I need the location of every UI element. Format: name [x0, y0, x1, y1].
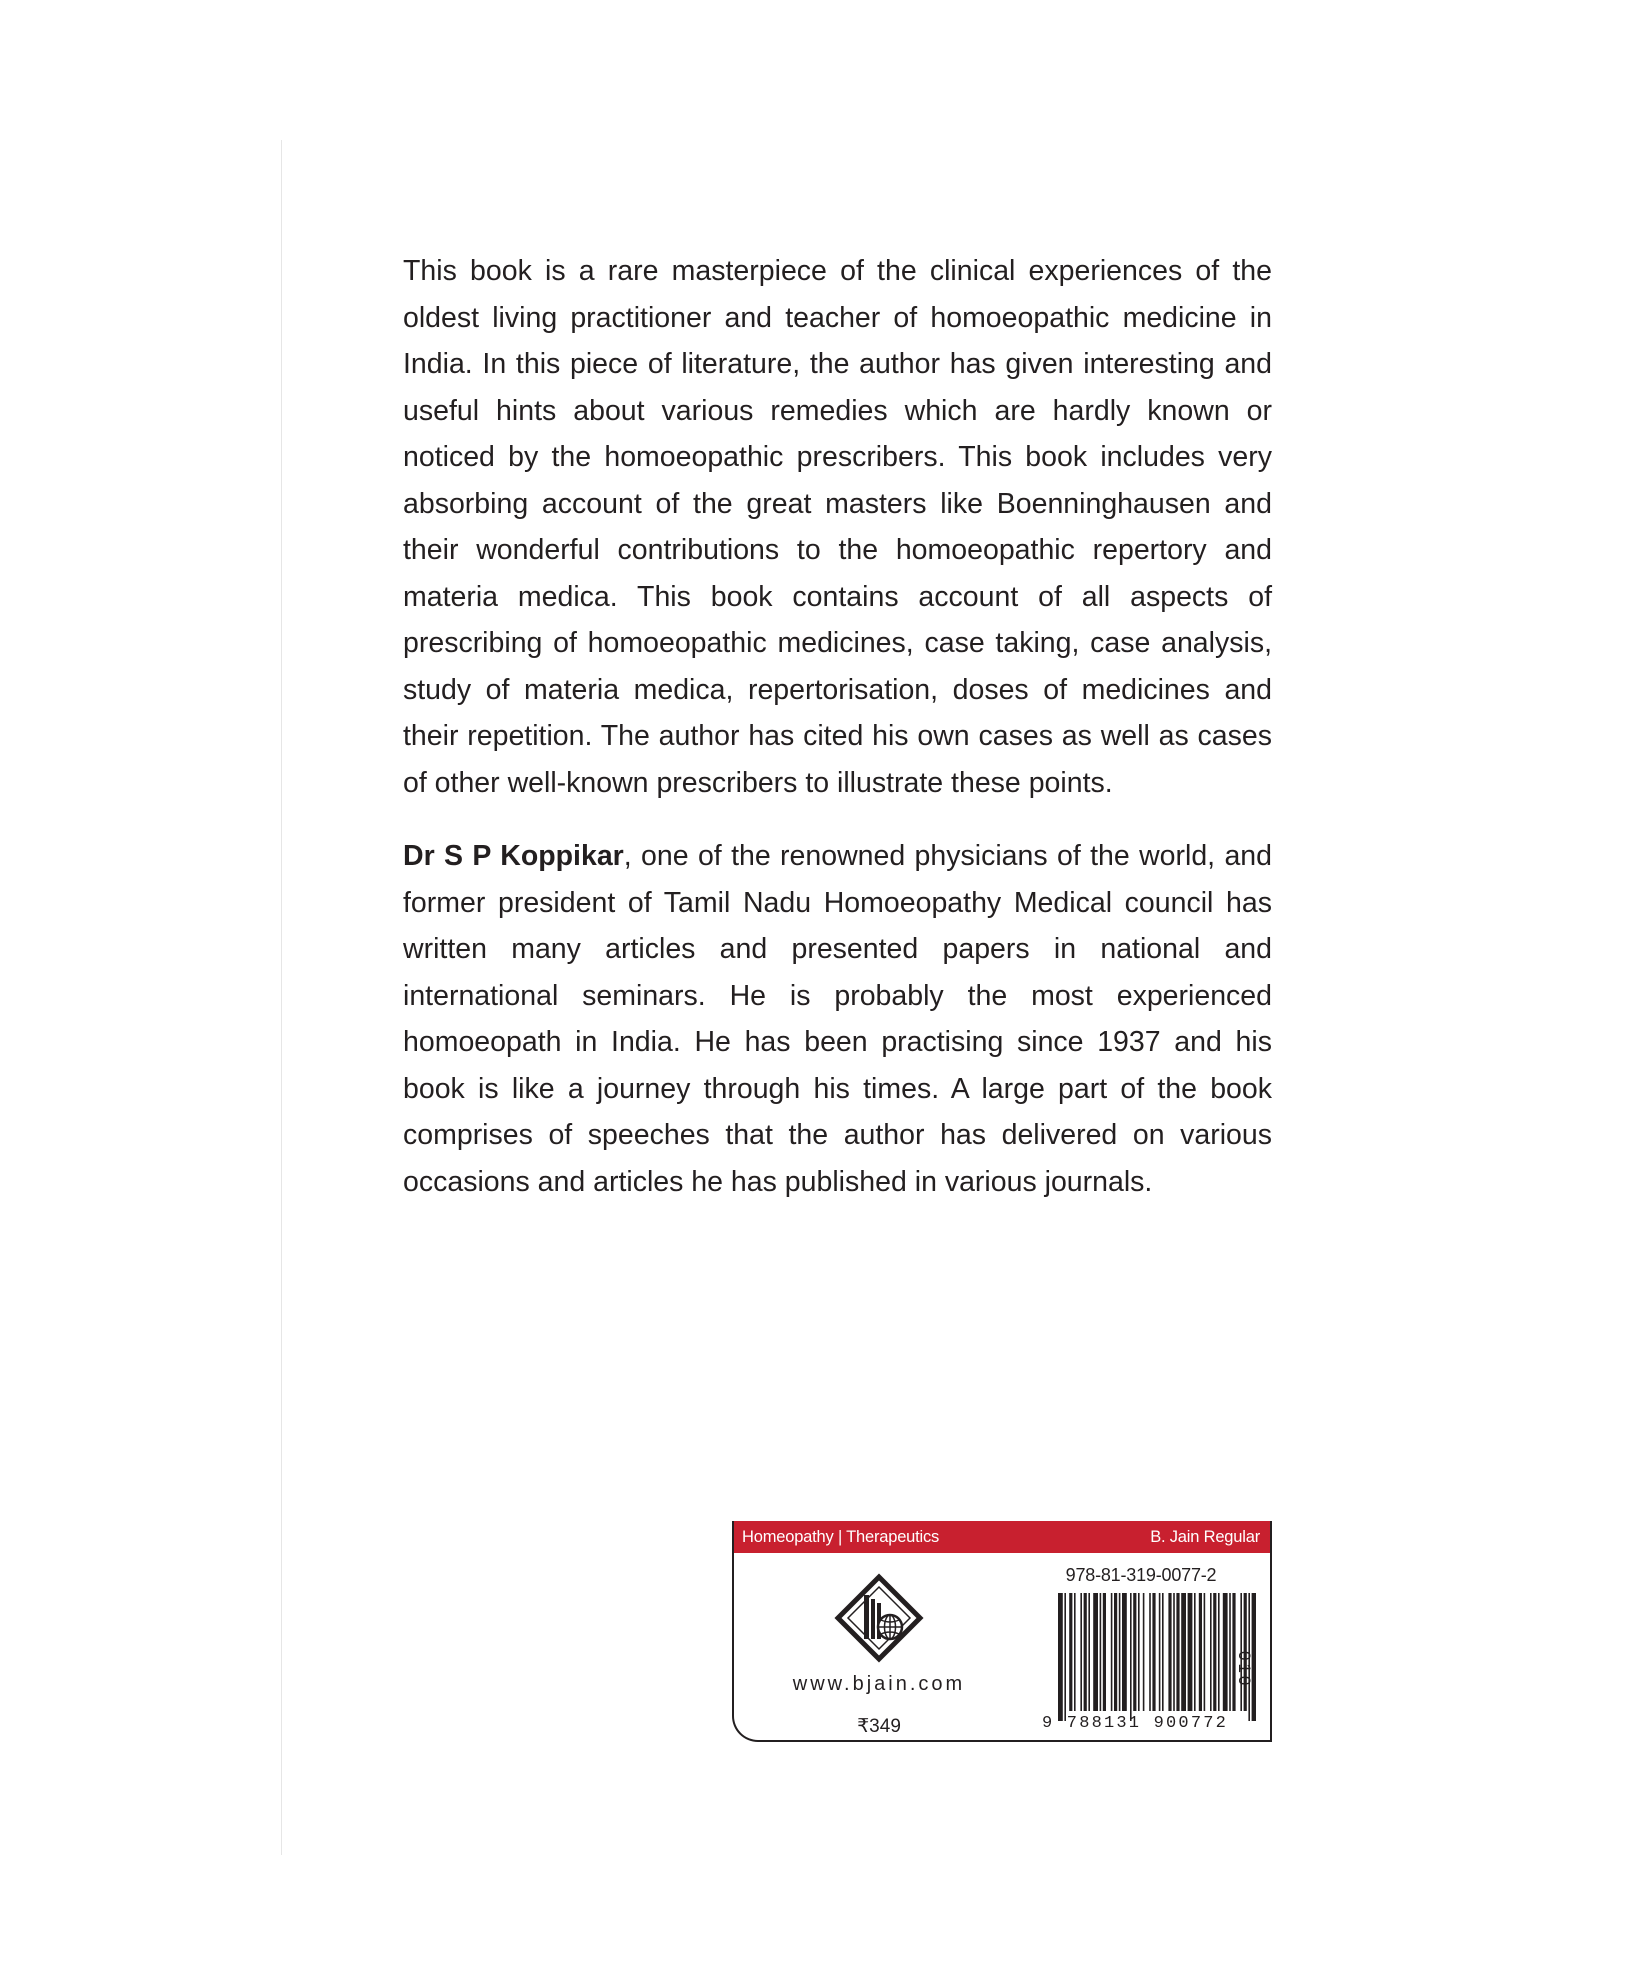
barcode-bar: [1130, 1593, 1132, 1721]
barcode-bar: [1100, 1593, 1102, 1711]
barcode-bar: [1223, 1593, 1228, 1711]
barcode-bar: [1194, 1593, 1196, 1711]
barcode-bar: [1074, 1593, 1076, 1711]
barcode-bar: [1138, 1593, 1140, 1711]
barcode-bar: [1213, 1593, 1216, 1711]
barcode-bar: [1122, 1593, 1127, 1711]
barcode-bar: [1088, 1593, 1090, 1711]
barcode-digits: 9 788131 900772: [1042, 1714, 1229, 1733]
spine-fold-line: [281, 140, 282, 1855]
publisher-logo-area: [734, 1553, 1024, 1740]
blurb-paragraph-1: This book is a rare masterpiece of the clinical experiences of the oldest living practitioner and teacher of homoeopathic medicine in India. In this piece of literature, the author has given interesting and useful hints about various remedies which are hardly known or noticed by the homoeopathic prescribers. This book includes very absorbing account of the great masters like Boenninghausen and their wonderful contributions to the homoeopathic repertory and materia medica. This book contains account of all aspects of prescribing of homoeopathic medicines, case taking, case analysis, study of materia medica, repertorisation, doses of medicines and their repetition. The author has cited his own cases as well as cases of other well-known prescribers to illustrate these points.: [403, 255, 1272, 799]
barcode-bar: [1159, 1593, 1161, 1711]
barcode-bar: [1143, 1593, 1145, 1711]
author-bio: , one of the renowned physicians of the world, and former president of Tamil Nadu Homoeopathy Medical council has written many articles and presented papers in national and international seminars. He is probably the most experienced homoeopath in India. He has been practising since 1937 and his book is like a journey through his times. A large part of the book comprises of speeches that the author has delivered on various occasions and articles he has published in various journals.: [403, 840, 1273, 1198]
barcode-bar: [1119, 1593, 1121, 1711]
series-label: B. Jain Regular: [1150, 1527, 1260, 1546]
barcode-bar: [1080, 1593, 1082, 1711]
barcode-bar: [1181, 1593, 1186, 1711]
isbn-barcode: [1056, 1593, 1256, 1723]
barcode-bar: [1111, 1593, 1113, 1711]
addon-code: 010: [1235, 1651, 1254, 1689]
barcode-bar: [1204, 1593, 1206, 1711]
barcode-bar: [1162, 1593, 1164, 1711]
barcode-bar: [1199, 1593, 1202, 1711]
barcode-bar: [1229, 1593, 1231, 1711]
barcode-bar: [1218, 1593, 1220, 1711]
barcode-bar: [1093, 1593, 1098, 1711]
barcode-bar: [1064, 1593, 1066, 1721]
barcode-panel: [732, 1521, 1272, 1742]
category-label: Homeopathy | Therapeutics: [742, 1527, 940, 1546]
author-name: Dr S P Koppikar: [403, 840, 624, 872]
barcode-bar: [1188, 1593, 1193, 1711]
barcode-bar: [1103, 1593, 1106, 1711]
publisher-website: www.bjain.com: [792, 1673, 966, 1695]
back-cover-blurb: [403, 248, 1272, 1205]
barcode-bar: [1168, 1593, 1171, 1711]
category-header: [734, 1521, 1270, 1553]
barcode-bar: [1058, 1593, 1063, 1721]
barcode-bar: [1069, 1593, 1072, 1711]
barcode-bar: [1084, 1593, 1087, 1711]
barcode-bar: [1114, 1593, 1117, 1711]
bjain-diamond-logo-icon: [834, 1573, 924, 1663]
barcode-bar: [1133, 1593, 1136, 1711]
barcode-bar: [1149, 1593, 1151, 1711]
barcode-bar: [1152, 1593, 1155, 1711]
blurb-paragraph-2: [403, 833, 1272, 1205]
barcode-bar: [1176, 1593, 1179, 1711]
barcode-bar: [1173, 1593, 1175, 1711]
isbn-label: 978-81-319-0077-2: [1065, 1565, 1217, 1585]
book-price: ₹349: [857, 1716, 901, 1737]
barcode-bar: [1210, 1593, 1212, 1711]
